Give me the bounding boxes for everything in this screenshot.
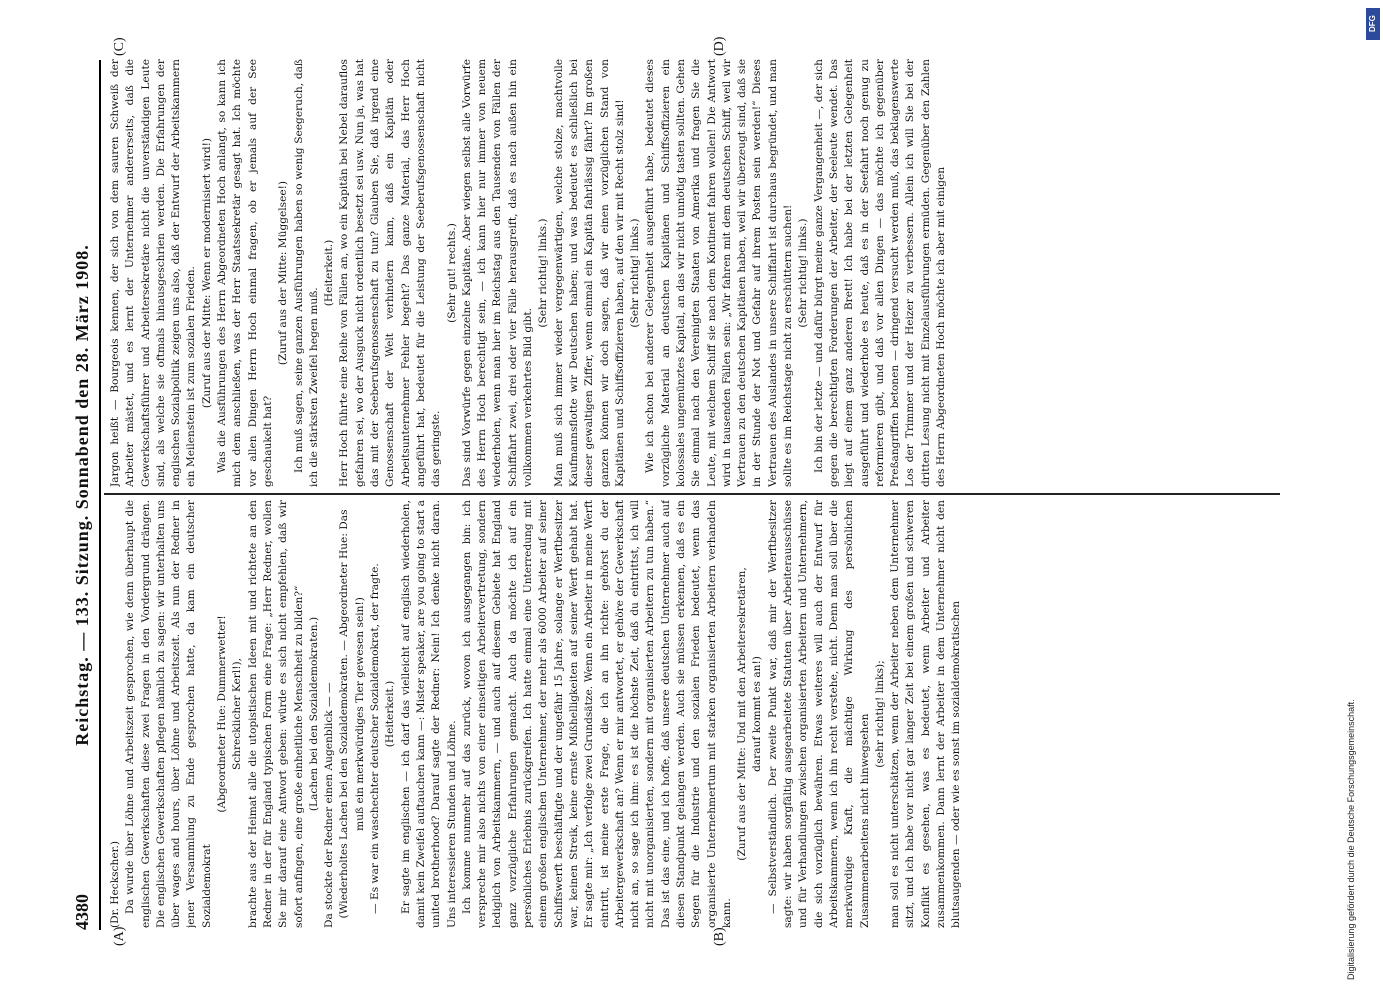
interjection: (Sehr richtig! links.) [537,218,550,328]
paragraph: Herr Hoch führte eine Reihe von Fällen an, wo ein Kapitän bei Nebel darauflos gefahren sei, wo der Ausguck nicht ordentlich besetzt sei usw. Nun ja, was hat das mit der Seeberufsgenossenschaft zu tun? Glauben Sie, daß irgend eine Genossenschaft der Welt verhindern kann, daß ein Kapitän oder Arbeitsunternehmer Fehler begeht? Das ganze Material, das Herr Hoch angeführt hat, bedeutet für die Leistung der Seeberufsgenossenschaft nicht das geringste. [338,59,443,487]
paragraph: Da wurde über Löhne und Arbeitszeit gesprochen, wie denn überhaupt die englischen Gewerkschaften diese zwei Fragen in den Vordergrund drängen. Die englischen Gewerkschaften pflegen nämlich zu sagen: wir unterhalten uns über wages and hours, über Löhne und Arbeitszeit. Als nun der Redner in jener Versammlung zu Ende gesprochen hatte, da kam ein deutscher Sozialdemokrat [124,500,213,928]
margin-mark-c: (C) [112,37,127,56]
digitization-credit: Digitalisierung gefördert durch die Deutsche Forschungsgemeinschaft. [1346,699,1356,980]
page-title: Reichstag. — 133. Sitzung. Sonnabend den 28. März 1908. [72,244,92,746]
speaker-tag: (Dr. Heckscher.) [109,841,121,928]
interjection: Schrecklicher Kerl!), [231,657,244,771]
left-column [108,500,1298,928]
dfg-logo: DFG [1366,8,1380,40]
paragraph: Was die Ausführungen des Herrn Abgeordneten Hoch anlangt, so kann ich mich dem anschließen, was der Herr Staatssekretär gesagt hat. Ich möchte vor allen Dingen Herrn Hoch einmal fragen, ob er jemals auf der See geschaukelt hat? [216,59,274,487]
margin-mark-b: (B) [712,927,727,946]
paragraph: brachte aus der Heimat alle die utopistischen Ideen mit und richtete an den Redner in der für England typischen Form eine Frage: „Herr Redner, wollen Sie mir darauf eine Antwort geben: würde es sich nicht empfehlen, daß wir sofort anfingen, eine große einheitliche Menschheit zu bilden?“ [246,500,305,928]
paragraph: man soll es nicht unterschätzen, wenn der Arbeiter neben dem Unternehmer sitzt, und ich habe vor nicht gar langer Zeit bei einem großen und schweren Konflikt es gesehen, was es bedeutet, wenn Arbeiter und Arbeiter zusammenkommen. Dann lernt der Arbeiter in dem Unternehmer nicht den blutsaugenden — oder wie es sonst im sozialdemokratischen [889,500,963,928]
interjection: (Zuruf aus der Mitte: Und mit den Arbeitersekretären, [736,567,749,861]
paragraph: Ich bin der letzte — und dafür bürgt meine ganze Vergangenheit —, der sich gegen die berechtigten Forderungen der Arbeiter, der Seeleute wendet. Das liegt auf einem ganz anderen Brett! Ich habe bei der letzten Gelegenheit ausgeführt und wiederhole es heute, daß es in der Seefahrt noch genug zu reformieren gibt, und daß vor allen Dingen — das möchte ich gegenüber Preßangriffen betonen — dringend versucht werden muß, das beklagenswerte Los der Trimmer und der Heizer zu verbessern. Allein ich will Sie bei der dritten Lesung nicht mit Einzelausführungen ermüden. Gegenüber den Zahlen des Herrn Abgeordneten Hoch möchte ich aber mit einigen [812,59,948,487]
paragraph: Man muß sich immer wieder vergegenwärtigen, welche stolze, machtvolle Kaufmannsflotte wir Deutschen haben; und was bedeutet es schließlich bei dieser gewaltigen Ziffer, wenn einmal ein Kapitän fahrlässig fährt? Im großen ganzen können wir doch sagen, daß wir einen vorzüglichen Stand von Kapitänen und Schiffsoffizieren haben, auf den wir mit Recht stolz sind! [552,59,626,487]
interjection: (sehr richtig! links); [873,660,886,768]
interjection: (Lachen bei den Sozialdemokraten.) [307,616,320,812]
interjection: (Abgeordneter Hue: Dummerwetter! [216,615,229,813]
header-rule [99,60,101,930]
interjection: (Wiederholtes Lachen bei den Sozialdemokraten. — Abgeordneter Hue: Das muß ein merkwürdiges Tier gewesen sein!) [338,509,366,919]
right-column [108,59,1298,487]
paragraph: Ich komme nunmehr auf das zurück, wovon ich ausgegangen bin: ich verspreche mir also nichts von einer einseitigen Arbeitervertretung, sondern lediglich von Arbeitskammern, — und auch auf diesem Gebiete hat England ganz vorzügliche Erfahrungen gemacht. Auch da möchte ich auf ein persönliches Erlebnis zurückgreifen. Ich hatte einmal eine Unterredung mit einem großen englischen Unternehmer, der mehr als 6000 Arbeiter auf seiner Schiffswerft beschäftigte und der ungefähr 15 Jahre, solange er Werftbesitzer war, keinen Streik, keine ernste Mißhelligkeiten auf seiner Werft gehabt hat. Er sagte mir: „Ich verfolge zwei Grundsätze. Wenn ein Arbeiter in meine Werft eintritt, ist meine erste Frage, die ich an ihn richte: gehörst du der Arbeitergewerkschaft an? Wenn er mir antwortet, er gehöre der Gewerkschaft nicht an, so sage ich ihm: es ist die höchste Zeit, daß du eintrittst, ich will nicht mit unorganisierten, sondern mit organisierten Arbeitern zu tun haben.“ Das ist das eine, und ich hoffe, daß unsere deutschen Unternehmer auch auf diesen Standpunkt gelangen werden. Auch sie müssen erkennen, daß es ein Segen für die Industrie und den sozialen Frieden bedeutet, wenn das organisierte Unternehmertum mit starken organisierten Arbeitern verhandeln kann. [460,500,733,928]
paragraph: — Selbstverständlich. Der zweite Punkt war, daß mir der Werftbesitzer sagte: wir haben sorgfältig ausgearbeitete Statuten über Arbeiterausschüsse und für Verhandlungen zwischen organisierten Arbeitern und Unternehmern, die sich vorzüglich bewähren. Etwas weiteres will auch der Entwurf für Arbeitskammern, wenn ich ihn recht verstehe, nicht. Denn man soll über die merkwürdige Kraft, die mächtige Wirkung des persönlichen Zusammenarbeitens nicht hinwegsehen [766,500,871,928]
interjection: (Zuruf aus der Mitte: Wenn er modernisiert wird!) [200,137,213,409]
page-header [62,60,98,930]
paragraph: Wie ich schon bei anderer Gelegenheit ausgeführt habe, bedeutet dieses vorzügliche Material an deutschen Kapitänen und Schiffsoffizieren ein kolossales ungemünztes Kapital, an das wir nicht unnötig tasten sollten. Gehen Sie einmal nach den Vereinigten Staaten von Amerika und fragen Sie die Leute, mit welchem Schiff sie nach dem Kontinent fahren wollen! Die Antwort wird in tausenden Fällen sein: „Wir fahren mit dem deutschen Schiff, weil wir Vertrauen zu den deutschen Kapitänen haben, weil wir überzeugt sind, daß sie in der Stunde der Not und Gefahr auf ihrem Posten sein werden!“ Dieses Vertrauen des Auslandes in unsere Schiffahrt ist durchaus begründet, und man sollte es im Reichstage nicht zu erschüttern suchen! [644,59,795,487]
interjection: (Sehr richtig! links.) [797,218,810,328]
interjection: (Sehr gut! rechts.) [445,223,458,323]
paragraph: Ich muß sagen, seine ganzen Ausführungen haben so wenig Seegeruch, daß ich die stärksten Zweifel hegen muß. [292,59,320,487]
margin-mark-d: (D) [712,36,727,56]
interjection: (Heiterkeit.) [384,680,397,748]
paragraph: Da stockte der Redner einen Augenblick — — [323,682,336,928]
paragraph: Das sind Vorwürfe gegen einzelne Kapitäne. Aber wiegen selbst alle Vorwürfe des Herrn Hoch berechtigt sein, — ich kann hier nur immer von neuem wiederholen, wenn man hier im Reichstag aus den Tausenden von Fällen der Schiffahrt zwei, drei oder vier Fälle herausgreift, daß es nach außen hin ein vollkommen verkehrtes Bild gibt. [460,59,535,487]
paragraph: Jargon heißt — Bourgeois kennen, der sich von dem sauren Schweiß der Arbeiter mästet, und es lernt der Unternehmer andererseits, daß die Gewerkschaftsführer und Arbeitersekretäre nicht die unverständigen Leute sind, als welche sie oftmals hinausgeschrien werden. Die Erfahrungen der englischen Sozialpolitik zeigen uns also, daß der Entwurf der Arbeitskammern ein Meilenstein ist zum sozialen Frieden. [109,59,198,487]
margin-mark-a: (A) [112,926,127,946]
paragraph: — Es war ein waschechter deutscher Sozialdemokrat, der fragte. [369,563,382,914]
interjection: (Sehr richtig! links.) [629,218,642,328]
page-number: 4380 [72,894,92,930]
interjection: (Zuruf aus der Mitte: Müggelsee!) [277,180,290,366]
interjection: (Heiterkeit.) [323,239,336,307]
paragraph: Er sagte im englischen — ich darf das vielleicht auf englisch wiederholen, damit kein Zweifel auftauchen kann —: Mister speaker, are you going to start a united brotherhood? Darauf sagte der Redner: Nein! Ich denke nicht daran. Uns interessieren Stunden und Löhne. [399,500,458,928]
interjection: darauf kommt es an!) [751,656,764,772]
column-divider [104,494,1280,496]
